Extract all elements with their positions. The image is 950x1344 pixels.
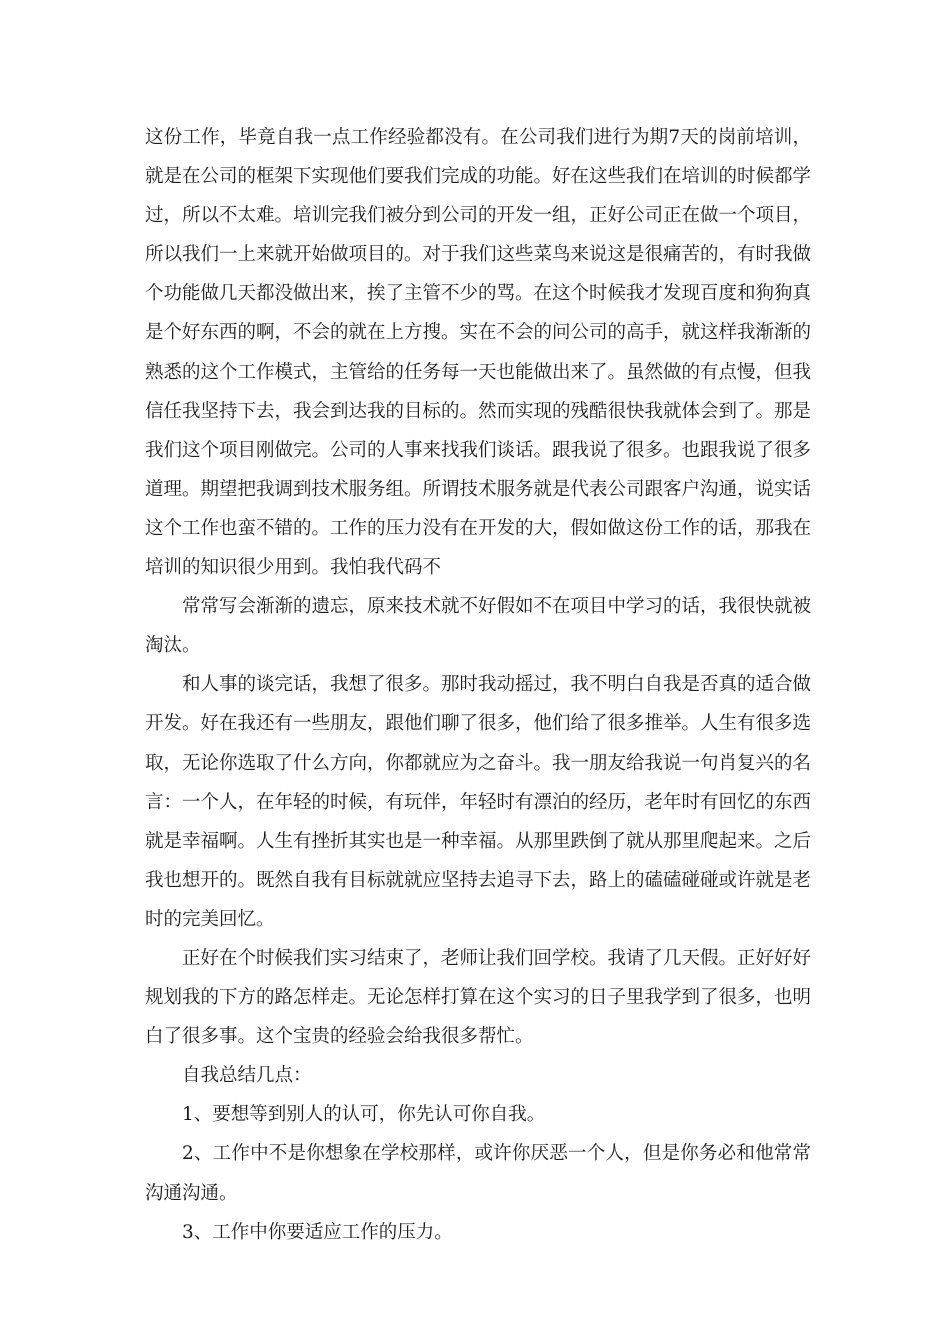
summary-point: 1、要想等到别人的认可，你先认可你自我。	[182, 1104, 546, 1126]
paragraph: 和人事的谈完话，我想了很多。那时我动摇过，我不明白自我是否真的适合做开发。好在我还有一些朋友，跟他们聊了很多，他们给了很多推举。人生有很多选取，无论你选取了什么方向，你都就应为之奋斗。我一朋友给我说一句肖复兴的名言：一个人，在年轻的时候，有玩伴，年轻时有漂泊的经历，老年时有回忆的东西就是幸福啊。人生有挫折其实也是一种幸福。从那里跌倒了就从那里爬起来。之后我也想开的。既然自我有目标就就应坚持去追寻下去，路上的磕磕碰碰或许就是老时的完美回忆。	[145, 674, 812, 930]
document-body	[145, 118, 811, 1252]
paragraph: 正好在个时候我们实习结束了，老师让我们回学校。我请了几天假。正好好好规划我的下方的路怎样走。无论怎样打算在这个实习的日子里我学到了很多，也明白了很多事。这个宝贵的经验会给我很多帮忙。	[145, 947, 812, 1048]
summary-point: 2、工作中不是你想象在学校那样，或许你厌恶一个人，但是你务必和他常常沟通沟通。	[145, 1143, 811, 1204]
paragraph: 常常写会渐渐的遗忘，原来技术就不好假如不在项目中学习的话，我很快就被淘汰。	[145, 596, 812, 657]
summary-heading: 自我总结几点：	[182, 1065, 312, 1087]
summary-point: 3、工作中你要适应工作的压力。	[182, 1221, 453, 1243]
paragraph-continued: 这份工作，毕竟自我一点工作经验都没有。在公司我们进行为期7天的岗前培训，就是在公司的框架下实现他们要我们完成的功能。好在这些我们在培训的时候都学过，所以不太难。培训完我们被分到公司的开发一组，正好公司正在做一个项目，所以我们一上来就开始做项目的。对于我们这些菜鸟来说这是很痛苦的，有时我做个功能做几天都没做出来，挨了主管不少的骂。在这个时候我才发现百度和狗狗真是个好东西的啊，不会的就在上方搜。实在不会的问公司的高手，就这样我渐渐的熟悉的这个工作模式，主管给的任务每一天也能做出来了。虽然做的有点慢，但我信任我坚持下去，我会到达我的目标的。然而实现的残酷很快我就体会到了。那是我们这个项目刚做完。公司的人事来找我们谈话。跟我说了很多。也跟我说了很多道理。期望把我调到技术服务组。所谓技术服务就是代表公司跟客户沟通，说实话这个工作也蛮不错的。工作的压力没有在开发的大，假如做这份工作的话，那我在培训的知识很少用到。我怕我代码不	[145, 127, 812, 579]
